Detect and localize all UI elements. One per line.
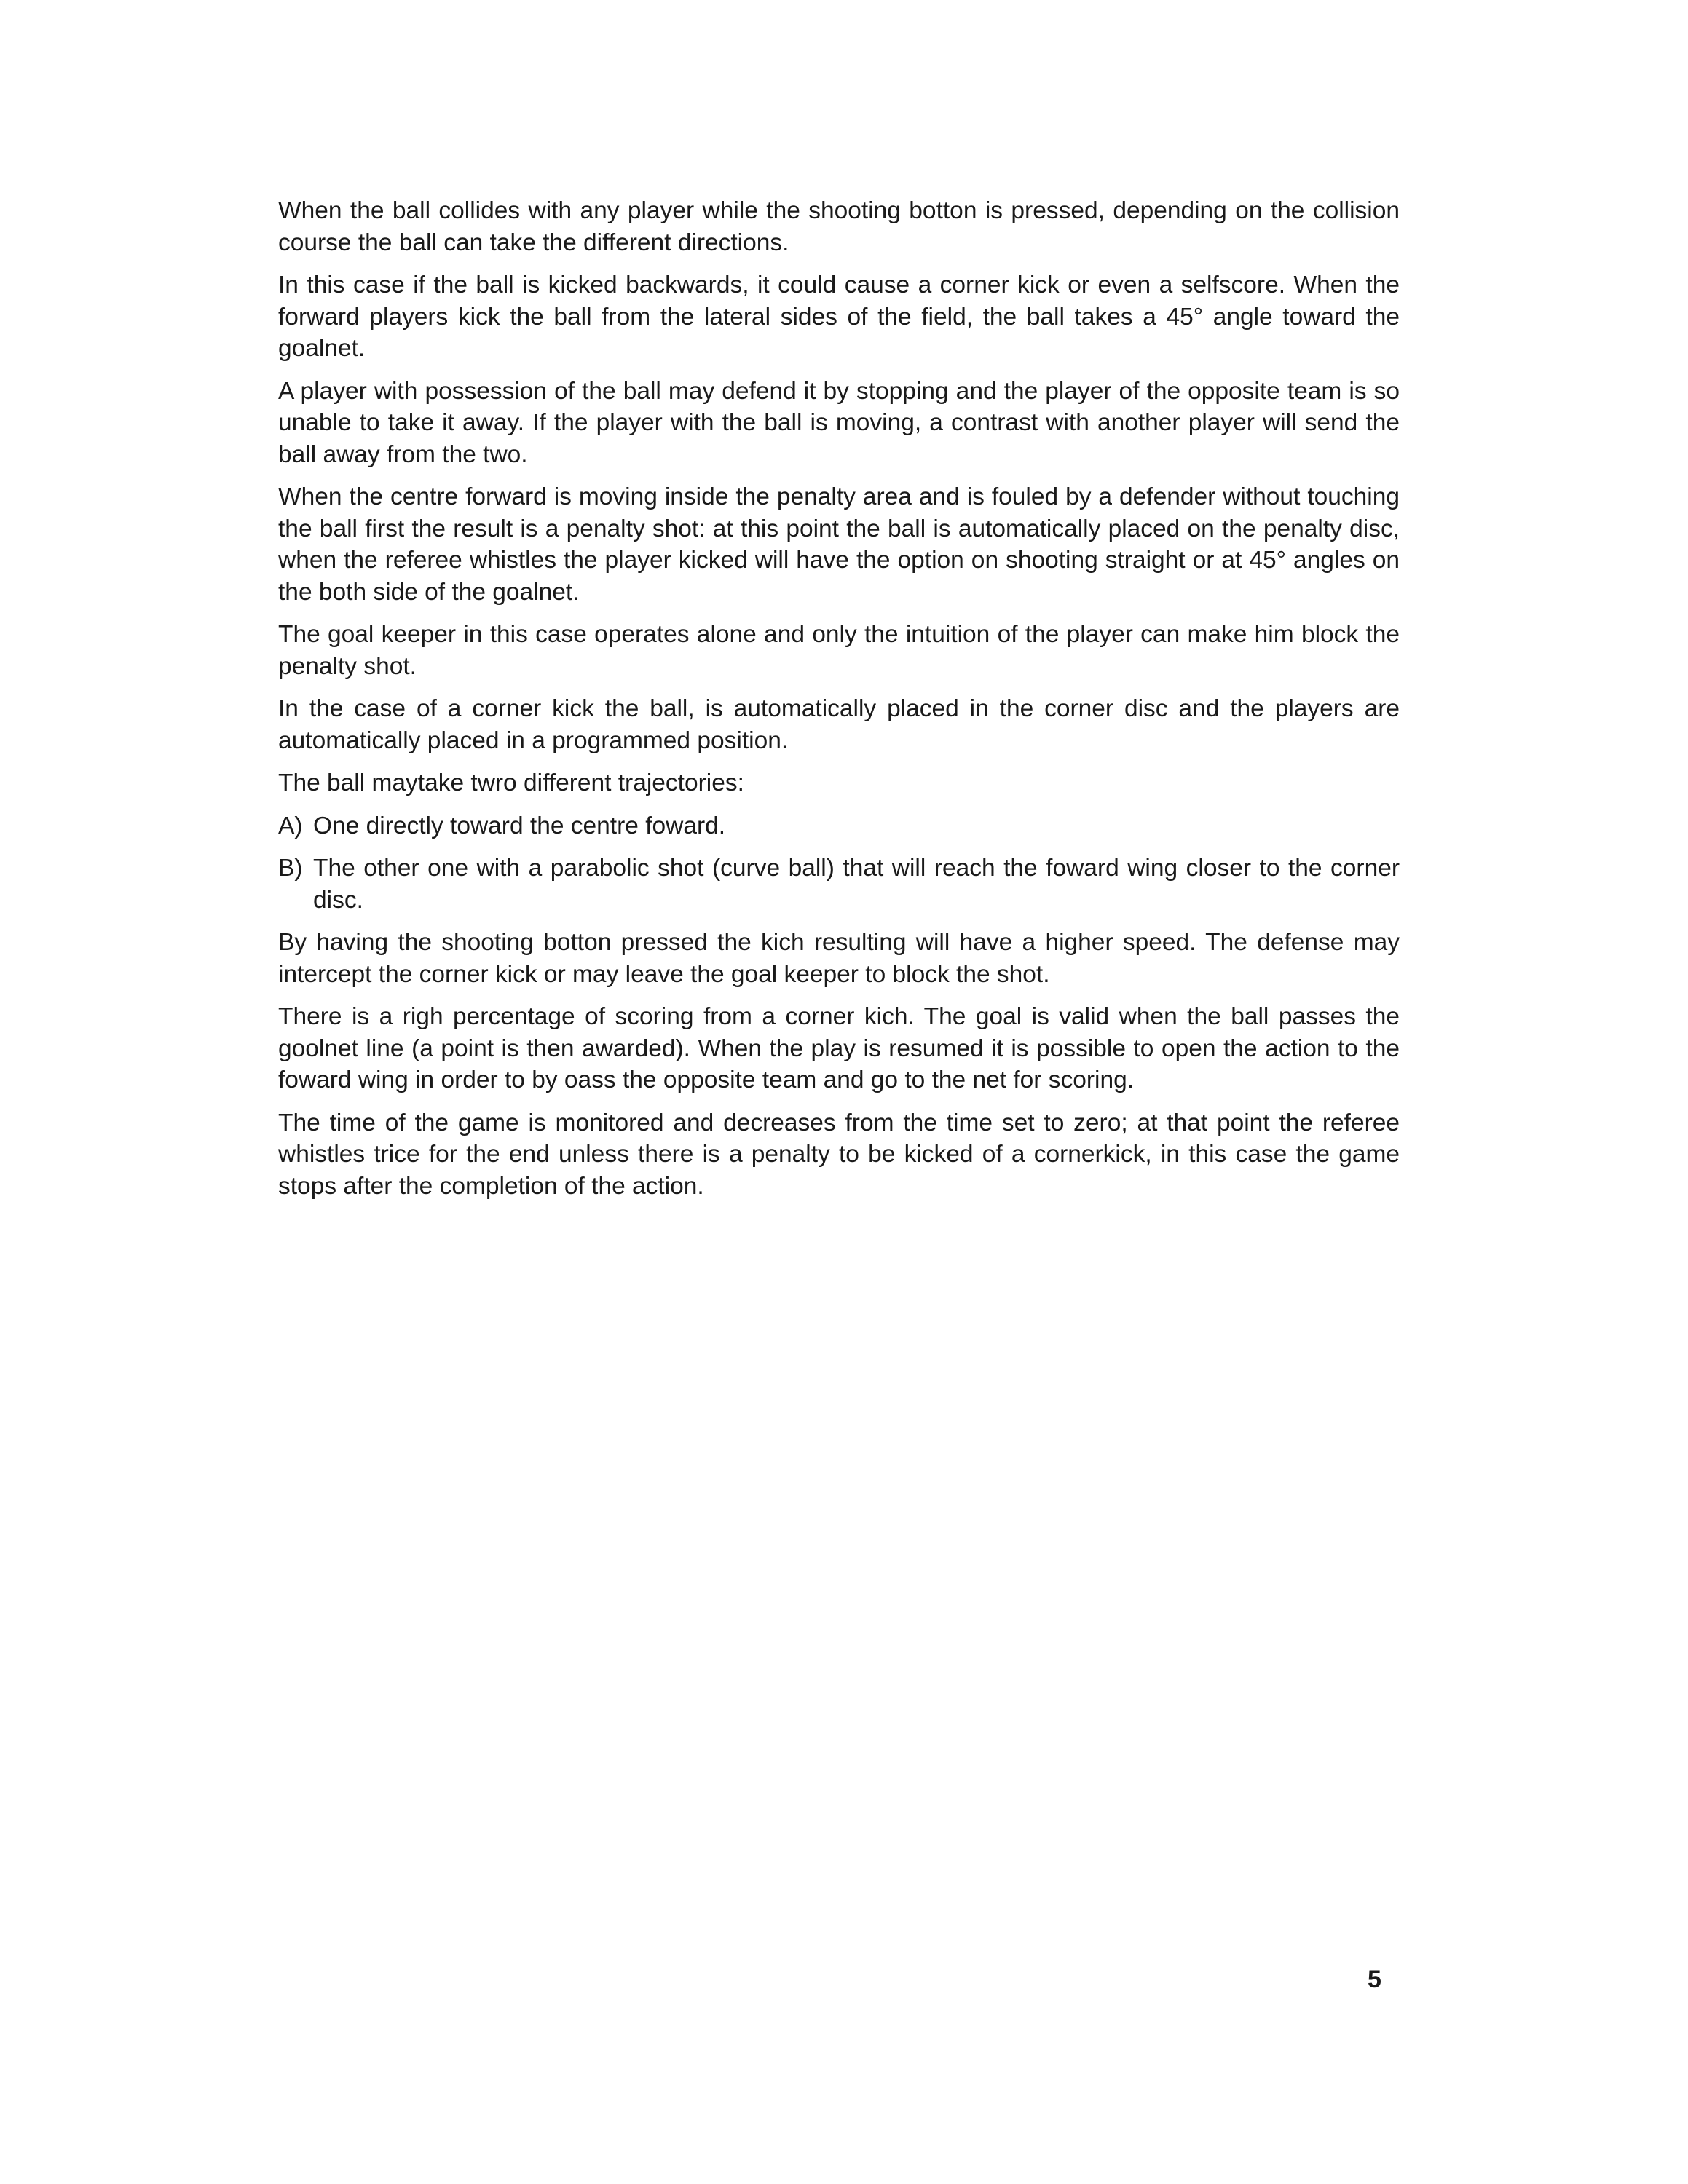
paragraph-goal-keeper: The goal keeper in this case operates alone and only the intuition of the player can make him block the penalty shot.: [278, 621, 1400, 680]
paragraph-trajectories: The ball maytake twro different trajectories:: [278, 769, 744, 796]
body-text: [278, 195, 1400, 1213]
paragraph-corner-kick: In the case of a corner kick the ball, is automatically placed in the corner disc and the players are automatically placed in a programmed position.: [278, 695, 1400, 754]
list-item: [278, 810, 1400, 842]
paragraph-possession: A player with possession of the ball may defend it by stopping and the player of the opposite team is so unable to take it away. If the player with the ball is moving, a contrast with another player will send the ball away from the two.: [278, 377, 1400, 468]
paragraph-collision: When the ball collides with any player while the shooting botton is pressed, depending on the collision course the ball can take the different directions.: [278, 197, 1400, 256]
list-marker: B): [278, 855, 303, 882]
list-item-text: One directly toward the centre foward.: [313, 812, 726, 839]
list-item-text: The other one with a parabolic shot (curve ball) that will reach the foward wing closer to the corner disc.: [313, 855, 1400, 914]
list-marker: A): [278, 812, 303, 839]
page-number: 5: [1368, 1966, 1381, 1993]
paragraph-scoring: There is a righ percentage of scoring from a corner kich. The goal is valid when the ball passes the goolnet line (a point is then awarded). When the play is resumed it is possible to open the action to the foward wing in order to by oass the opposite team and go to the net for scoring.: [278, 1003, 1400, 1093]
paragraph-backwards-kick: In this case if the ball is kicked backwards, it could cause a corner kick or even a selfscore. When the forward players kick the ball from the lateral sides of the field, the ball takes a 45° angle toward the goalnet.: [278, 272, 1400, 362]
list-item: [278, 852, 1400, 916]
paragraph-game-time: The time of the game is monitored and decreases from the time set to zero; at that point the referee whistles trice for the end unless there is a penalty to be kicked of a cornerkick, in this case the game stops after the completion of the action.: [278, 1109, 1400, 1200]
paragraph-shooting-speed: By having the shooting botton pressed the kich resulting will have a higher speed. The defense may intercept the corner kick or may leave the goal keeper to block the shot.: [278, 929, 1400, 988]
paragraph-penalty: When the centre forward is moving inside the penalty area and is fouled by a defender without touching the ball first the result is a penalty shot: at this point the ball is automatically placed on the penalty disc, when the referee whistles the player kicked will have the option on shooting straight or at 45° angles on the both side of the goalnet.: [278, 483, 1400, 606]
